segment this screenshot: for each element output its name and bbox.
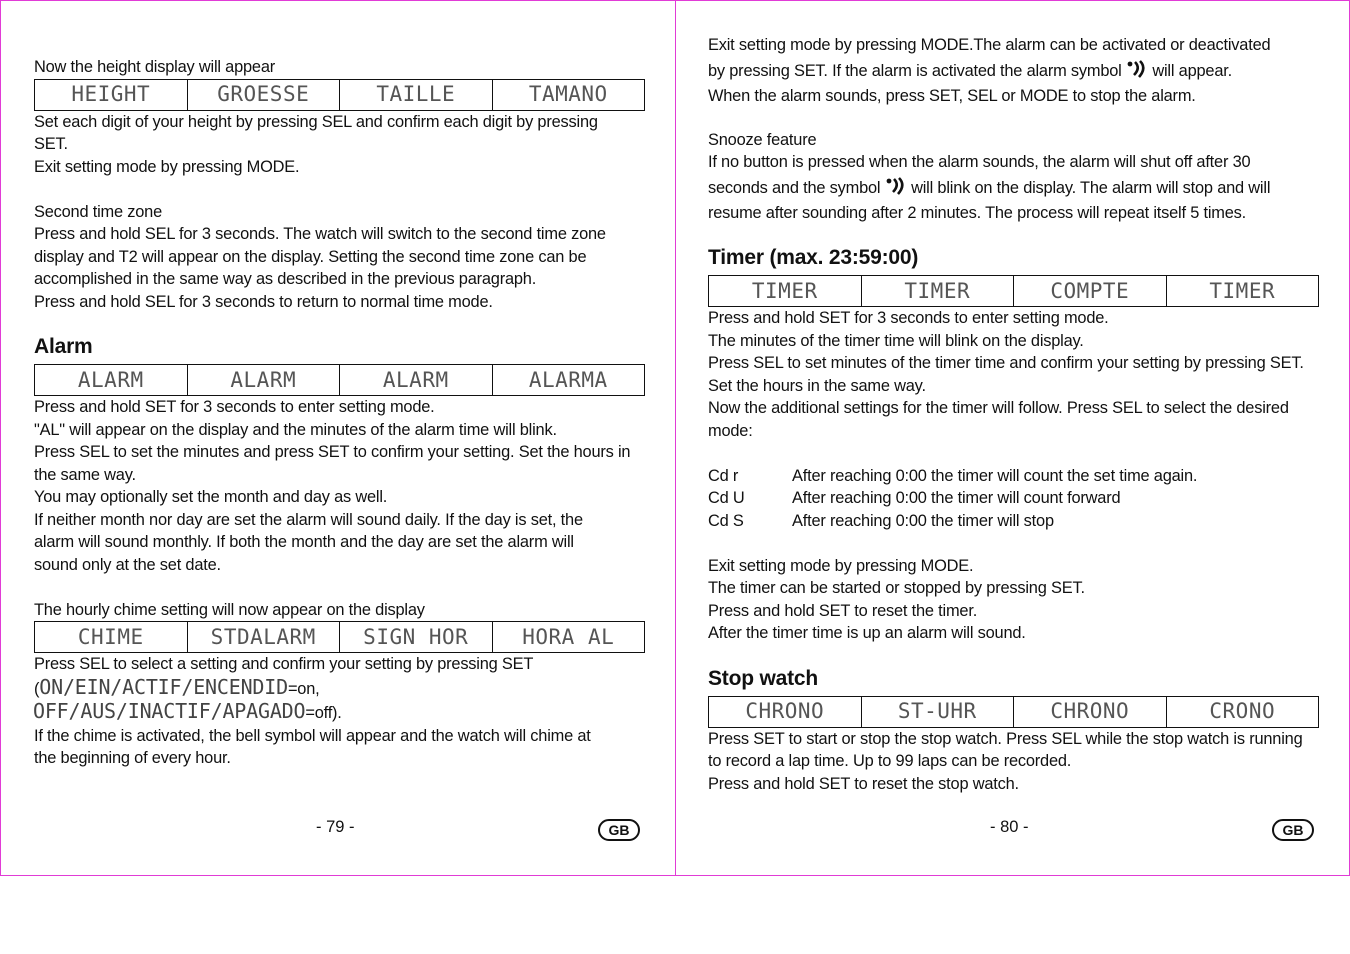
text-line: "AL" will appear on the display and the minutes of the alarm time will blink.: [34, 420, 557, 439]
text-line: When the alarm sounds, press SET, SEL or MODE to stop the alarm.: [708, 86, 1196, 105]
text-line: Exit setting mode by pressing MODE.The alarm can be activated or deactivated: [708, 36, 1271, 54]
text-line: If neither month nor day are set the alarm will sound daily. If the day is set, the: [34, 510, 583, 529]
text-part: seconds and the symbol: [708, 178, 881, 197]
alarm-display-table: [34, 364, 645, 396]
text-line: to record a lap time. Up to 99 laps can be recorded.: [708, 752, 1072, 770]
lcd-cell: CHIME: [35, 622, 188, 653]
text-line: Now the additional settings for the timer will follow. Press SEL to select the desired: [708, 399, 1289, 417]
text-part: will appear.: [1152, 61, 1232, 80]
text-line: The timer can be started or stopped by pressing SET.: [708, 579, 1085, 597]
snooze-title: Snooze feature: [708, 130, 817, 149]
lcd-cell: ALARM: [187, 365, 340, 396]
text-line: Press and hold SET to reset the stop watch.: [708, 774, 1019, 793]
timer-mode-row: [708, 487, 1319, 510]
off-codes: OFF/AUS/INACTIF/APAGADO: [33, 699, 306, 723]
lcd-cell: COMPTE: [1014, 276, 1167, 307]
text-part: by pressing SET. If the alarm is activated the alarm symbol: [708, 61, 1122, 80]
text-line: Exit setting mode by pressing MODE.: [708, 556, 974, 575]
stopwatch-heading: Stop watch: [708, 666, 819, 690]
text-line: Press and hold SEL for 3 seconds to return to normal time mode.: [34, 292, 493, 311]
text-line-with-icon: [708, 174, 1319, 202]
text-line-with-icon: [708, 57, 1319, 85]
mode-description: After reaching 0:00 the timer will stop: [792, 511, 1054, 530]
text-line: After the timer time is up an alarm will sound.: [708, 624, 1026, 642]
lcd-cell: CHRONO: [709, 696, 862, 727]
right-page: [708, 34, 1319, 795]
text-line: Exit setting mode by pressing MODE.: [34, 157, 300, 176]
language-badge-right: GB: [1272, 819, 1314, 841]
text-line: sound only at the set date.: [34, 555, 221, 574]
text-line: Press and hold SET for 3 seconds to enter setting mode.: [708, 309, 1109, 327]
lcd-cell: ALARMA: [492, 365, 645, 396]
mode-code: Cd U: [708, 489, 745, 507]
on-suffix: =on,: [287, 679, 320, 698]
text-line: Set each digit of your height by pressing SEL and confirm each digit by pressing: [34, 112, 598, 131]
height-intro: Now the height display will appear: [34, 58, 276, 76]
height-display-table: [34, 79, 645, 111]
text-line: Press SEL to select a setting and confirm your setting by pressing SET: [34, 655, 534, 673]
text-line: the beginning of every hour.: [34, 749, 231, 767]
text-line: You may optionally set the month and day as well.: [34, 488, 388, 506]
mode-description: After reaching 0:00 the timer will count forward: [792, 489, 1121, 507]
lcd-cell: ALARM: [340, 365, 493, 396]
paren: (: [34, 679, 40, 698]
text-line: accomplished in the same way as described in the previous paragraph.: [34, 270, 537, 288]
timer-mode-row: [708, 510, 1319, 533]
off-options-line: [33, 700, 645, 725]
on-codes: ON/EIN/ACTIF/ENCENDID: [39, 674, 288, 699]
text-line: mode:: [708, 421, 753, 440]
text-line: Press SEL to set minutes of the timer time and confirm your setting by pressing SET.: [708, 354, 1304, 372]
chime-intro: The hourly chime setting will now appear on the display: [34, 600, 425, 619]
lcd-cell: HORA AL: [492, 622, 645, 653]
timer-heading: Timer (max. 23:59:00): [708, 246, 919, 269]
text-line: alarm will sound monthly. If both the month and the day are set the alarm will: [34, 533, 574, 551]
lcd-cell: CRONO: [1166, 696, 1319, 727]
lcd-cell: GROESSE: [187, 79, 340, 110]
lcd-cell: STDALARM: [187, 622, 340, 653]
lcd-cell: CHRONO: [1014, 696, 1167, 727]
lcd-cell: TIMER: [861, 276, 1014, 307]
text-line: Press and hold SET for 3 seconds to enter setting mode.: [34, 398, 435, 416]
text-line: If no button is pressed when the alarm sounds, the alarm will shut off after 30: [708, 153, 1251, 171]
on-options-line: [34, 676, 645, 701]
lcd-cell: ST-UHR: [861, 696, 1014, 727]
text-line: The minutes of the timer time will blink on the display.: [708, 331, 1084, 350]
left-page: [34, 56, 645, 770]
lcd-cell: TAMANO: [492, 79, 645, 110]
timer-mode-row: [708, 465, 1319, 488]
mode-description: After reaching 0:00 the timer will count the set time again.: [792, 466, 1198, 485]
page-number-left: - 79 -: [316, 818, 355, 836]
page-number-right: - 80 -: [990, 818, 1029, 836]
text-line: Press SEL to set the minutes and press SET to confirm your setting. Set the hours in: [34, 443, 631, 461]
text-line: Press and hold SET to reset the timer.: [708, 601, 978, 620]
lcd-cell: HEIGHT: [35, 79, 188, 110]
text-line: Press and hold SEL for 3 seconds. The watch will switch to the second time zone: [34, 225, 606, 243]
lcd-cell: TIMER: [1166, 276, 1319, 307]
snooze-alarm-icon: [885, 177, 907, 195]
lcd-cell: TIMER: [709, 276, 862, 307]
text-line: Press SET to start or stop the stop watch. Press SEL while the stop watch is running: [708, 729, 1303, 748]
lcd-cell: ALARM: [35, 365, 188, 396]
lcd-cell: TAILLE: [340, 79, 493, 110]
alarm-heading: Alarm: [34, 335, 93, 358]
text-line: resume after sounding after 2 minutes. The process will repeat itself 5 times.: [708, 203, 1246, 222]
text-line: SET.: [34, 135, 68, 153]
text-line: the same way.: [34, 465, 136, 484]
chime-display-table: [34, 621, 645, 653]
second-time-zone-title: Second time zone: [34, 202, 163, 221]
mode-code: Cd S: [708, 511, 744, 530]
language-badge-left: GB: [598, 819, 640, 841]
stopwatch-display-table: [708, 696, 1319, 728]
mode-code: Cd r: [708, 466, 739, 485]
off-suffix: =off).: [305, 704, 342, 722]
text-line: display and T2 will appear on the display. Setting the second time zone can be: [34, 247, 587, 266]
text-part: will blink on the display. The alarm will stop and will: [911, 178, 1271, 197]
lcd-cell: SIGN HOR: [340, 622, 493, 653]
text-line: Set the hours in the same way.: [708, 376, 926, 395]
alarm-sound-icon: [1126, 60, 1148, 78]
timer-display-table: [708, 275, 1319, 307]
text-line: If the chime is activated, the bell symbol will appear and the watch will chime at: [34, 726, 591, 745]
